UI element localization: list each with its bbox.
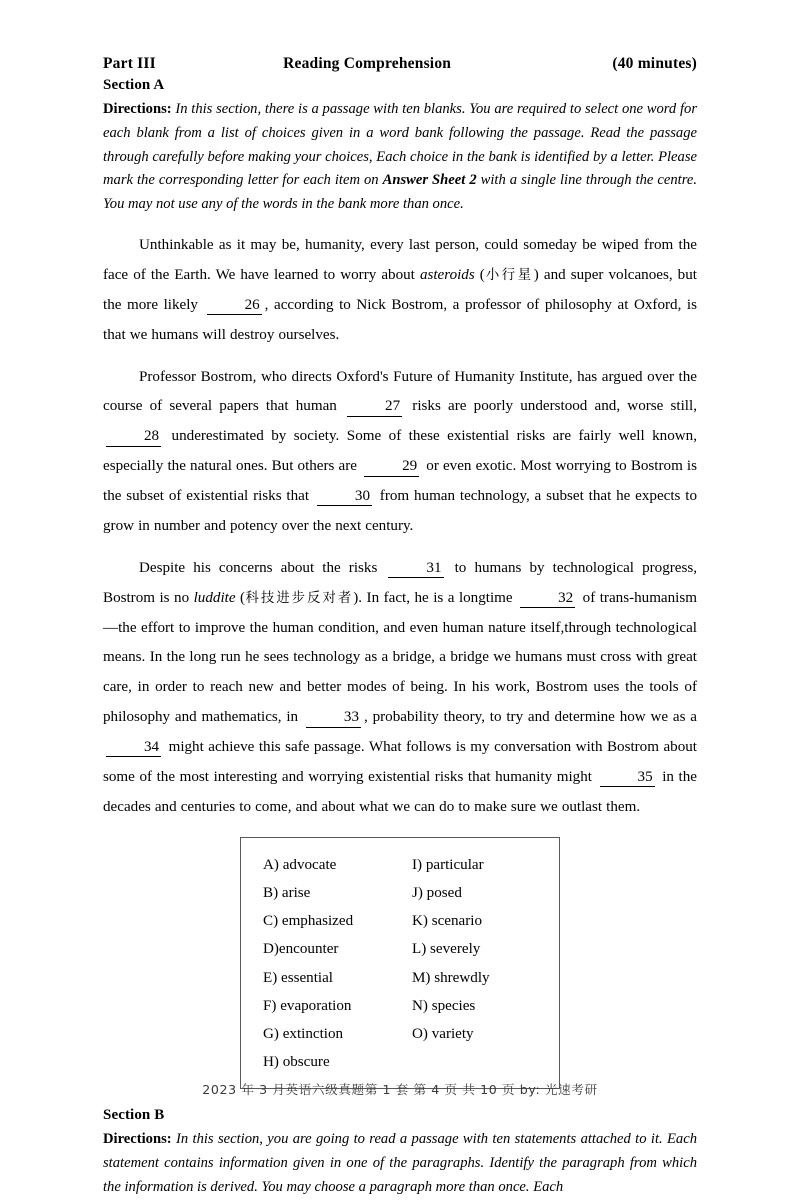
blank-29[interactable]: 29 (364, 458, 419, 476)
p1-text-1: Unthinkable as it may be, humanity, every last person, could someday be wiped from the face of the Earth. We have learned to worry about (103, 237, 697, 283)
p3-text-4: ). In fact, he is a longtime (353, 589, 518, 606)
word-bank-columns (241, 851, 559, 1077)
word-bank-column-right (400, 851, 559, 1077)
p3-text-8: in the decades and centuries to come, and about what we can do to make sure we outlast them. (103, 768, 697, 815)
part-label: Part III (103, 55, 156, 72)
p3-italic-luddite: luddite (193, 589, 236, 606)
word-bank-column-left (241, 851, 400, 1077)
word-bank-option-m[interactable]: M) shrewdly (412, 969, 490, 986)
word-bank-option-d[interactable]: D)encounter (263, 941, 339, 958)
section-a-directions (103, 98, 697, 217)
p2-text-2: risks are poorly understood and, worse still, (405, 398, 697, 415)
word-bank-option-o[interactable]: O) variety (412, 1025, 474, 1042)
directions-text-a-part1: In this section, there is a passage with ten blanks. You are required to select one word for each blank from a list of choices given in a word bank following the passage. Read the passage through carefully before making your choices, Each choice in the bank is identified by a letter. Please mark the corresponding letter for each item on (103, 101, 697, 189)
word-bank-option-k[interactable]: K) scenario (412, 913, 482, 930)
blank-32[interactable]: 32 (520, 590, 575, 608)
page-content (103, 54, 697, 1202)
blank-34[interactable]: 34 (106, 739, 161, 757)
word-bank-option-g[interactable]: G) extinction (263, 1025, 344, 1042)
page-header (103, 54, 697, 73)
word-bank-option-b[interactable]: B) arise (263, 884, 311, 901)
p2-text-5: from human technology, a subset that he expects to grow in number and potency over the next century. (103, 488, 697, 534)
p3-text-5: of trans-humanism—the effort to improve the human condition, and even human nature itself,through technological means. In the long run he sees technology as a bridge, a bridge we humans must cross with great care, in order to reach new and better modes of being. In his work, Bostrom uses the tools of philosophy and mathematics, in (103, 589, 697, 726)
section-a-label: Section A (103, 77, 165, 94)
p3-chinese-gloss: 科技进步反对者 (245, 590, 354, 606)
p1-text-3: ) and super volcanoes, but the more likely (103, 266, 697, 313)
p3-text-7: might achieve this safe passage. What follows is my conversation with Bostrom about some of the most interesting and worrying existential risks that humanity might (103, 739, 697, 785)
blank-31[interactable]: 31 (388, 560, 443, 578)
passage-paragraph-3 (103, 554, 697, 823)
word-bank-option-a[interactable]: A) advocate (263, 856, 337, 873)
section-b-directions (103, 1128, 697, 1199)
answer-sheet-emphasis: Answer Sheet 2 (382, 172, 477, 189)
blank-26[interactable]: 26 (207, 297, 262, 315)
blank-27[interactable]: 27 (347, 398, 402, 416)
word-bank-option-i[interactable]: I) particular (412, 856, 484, 873)
word-bank-option-e[interactable]: E) essential (263, 969, 333, 986)
blank-35[interactable]: 35 (600, 769, 655, 787)
word-bank (240, 837, 560, 1090)
p3-text-1: Despite his concerns about the risks (139, 559, 386, 576)
directions-lead-b: Directions: (103, 1131, 172, 1148)
p3-text-2: to humans by technological progress, Bostrom is no (103, 559, 697, 606)
blank-33[interactable]: 33 (306, 709, 361, 727)
word-bank-option-c[interactable]: C) emphasized (263, 913, 354, 930)
page-footer: 2023 年 3 月英语六级真题第 1 套 第 4 页 共 10 页 by: 光速考研 (202, 1082, 598, 1097)
word-bank-option-j[interactable]: J) posed (412, 884, 462, 901)
passage-paragraph-1 (103, 231, 697, 351)
word-bank-option-l[interactable]: L) severely (412, 941, 481, 958)
blank-28[interactable]: 28 (106, 428, 161, 446)
time-allotment: (40 minutes) (612, 55, 697, 72)
p2-text-1: Professor Bostrom, who directs Oxford's Future of Humanity Institute, has argued over the course of several papers that human (103, 368, 697, 415)
directions-text-b: In this section, you are going to read a passage with ten statements attached to it. Each statement contains information given in one of the paragraphs. Identify the paragraph from which the information is derived. You may choose a paragraph more than once. Each (103, 1131, 697, 1195)
p2-text-3: underestimated by society. Some of these existential risks are fairly well known, especially the natural ones. But others are (103, 428, 697, 475)
word-bank-option-n[interactable]: N) species (412, 997, 476, 1014)
passage-paragraph-2 (103, 363, 697, 542)
p1-italic-asteroids: asteroids (419, 266, 475, 283)
p1-text-4: , according to Nick Bostrom, a professor of philosophy at Oxford, is that we humans will destroy ourselves. (103, 296, 697, 343)
blank-30[interactable]: 30 (317, 488, 372, 506)
word-bank-option-f[interactable]: F) evaporation (263, 997, 352, 1014)
p1-chinese-gloss: 小行星 (484, 267, 534, 283)
p2-text-4: or even exotic. Most worrying to Bostrom is the subset of existential risks that (103, 458, 697, 505)
directions-text-a-part2: with a single line through the centre. You may not use any of the words in the bank more than once. (103, 172, 697, 213)
word-bank-wrapper (103, 837, 697, 1090)
p3-text-6: , probability theory, to try and determine how we as a (364, 709, 697, 726)
directions-lead-a: Directions: (103, 101, 172, 118)
p3-text-3: ( (235, 589, 246, 606)
p1-text-2: ( (474, 266, 485, 283)
page-title: Reading Comprehension (283, 55, 452, 72)
word-bank-option-h[interactable]: H) obscure (263, 1054, 330, 1071)
section-b-label: Section B (103, 1107, 165, 1124)
